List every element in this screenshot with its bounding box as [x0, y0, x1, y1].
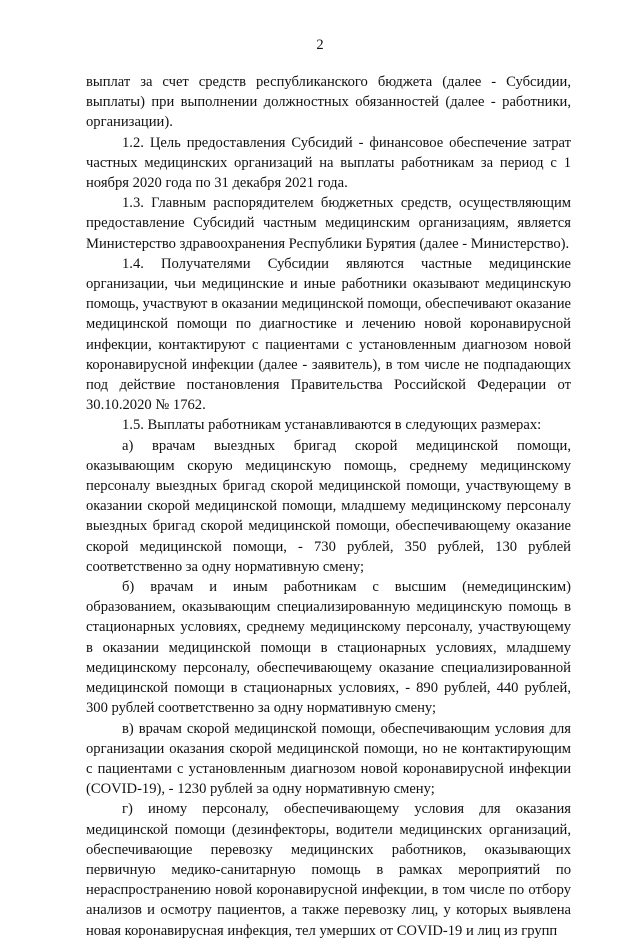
paragraph-1-4-recipients: 1.4. Получателями Субсидии являются частные медицинские организации, чьи медицинские и иные работники оказывают медицинскую помощь, участвуют в оказании медицинской помощи, обеспечивают оказание медицинской помощи по диагностике и лечению новой коронавирусной инфекции, контактируют с пациентами с установленным диагнозом новой коронавирусной инфекции (далее - заявитель), в том числе не подпадающих под действие постановления Правительства Российской Федерации от 30.10.2020 № 1762. — [86, 255, 571, 414]
document-body — [86, 72, 571, 941]
paragraph-item-a: а) врачам выездных бригад скорой медицинской помощи, оказывающим скорую медицинскую помощь, среднему медицинскому персоналу выездных бригад скорой медицинской помощи, участвующему в оказании скорой медицинской помощи, младшему медицинскому персоналу выездных бригад скорой медицинской помощи, обеспечивающему оказание скорой медицинской помощи, - 730 рублей, 350 рублей, 130 рублей соответственно за одну нормативную смену; — [86, 437, 571, 575]
paragraph-1-5-payment-amounts: 1.5. Выплаты работникам устанавливаются в следующих размерах: — [122, 417, 542, 434]
paragraph-item-b: б) врачам и иным работникам с высшим (немедицинским) образованием, оказывающим специализированную медицинскую помощь в стационарных условиях, среднему медицинскому персоналу, участвующему в оказании медицинской помощи в стационарных условиях, младшему медицинскому персоналу, обеспечивающему оказание специализированной медицинской помощи в стационарных условиях, - 890 рублей, 440 рублей, 300 рублей соответственно за одну нормативную смену; — [86, 579, 571, 717]
paragraph-item-g: г) иному персоналу, обеспечивающему условия для оказания медицинской помощи (дезинфекторы, водители медицинских организаций, обеспечивающие перевозку медицинских работников, оказывающих первичную медико-санитарную помощь в рамках мероприятий по нераспространению новой коронавирусной инфекции, в том числе по отбору анализов и осмотру пациентов, а также перевозку лиц, у которых выявлена новая коронавирусная инфекция, тел умерших от COVID-19 и лиц из групп — [86, 801, 571, 939]
paragraph-1-3-main-administrator: 1.3. Главным распорядителем бюджетных средств, осуществляющим предоставление Субсидий частным медицинским организациям, является Министерство здравоохранения Республики Бурятия (далее - Министерство). — [86, 195, 571, 252]
paragraph-1-2-purpose: 1.2. Цель предоставления Субсидий - финансовое обеспечение затрат частных медицинских организаций на выплаты работникам за период с 1 ноября 2020 года по 31 декабря 2021 года. — [86, 134, 571, 192]
paragraph-item-v: в) врачам скорой медицинской помощи, обеспечивающим условия для организации оказания скорой медицинской помощи, но не контактирующим с пациентами с установленным диагнозом новой коронавирусной инфекции (COVID-19), - 1230 рублей за одну нормативную смену; — [86, 720, 571, 798]
page-number: 2 — [316, 37, 324, 53]
paragraph-subsidy-continuation: выплат за счет средств республиканского бюджета (далее - Субсидии, выплаты) при выполнении должностных обязанностей (далее - работники, организации). — [86, 74, 571, 131]
